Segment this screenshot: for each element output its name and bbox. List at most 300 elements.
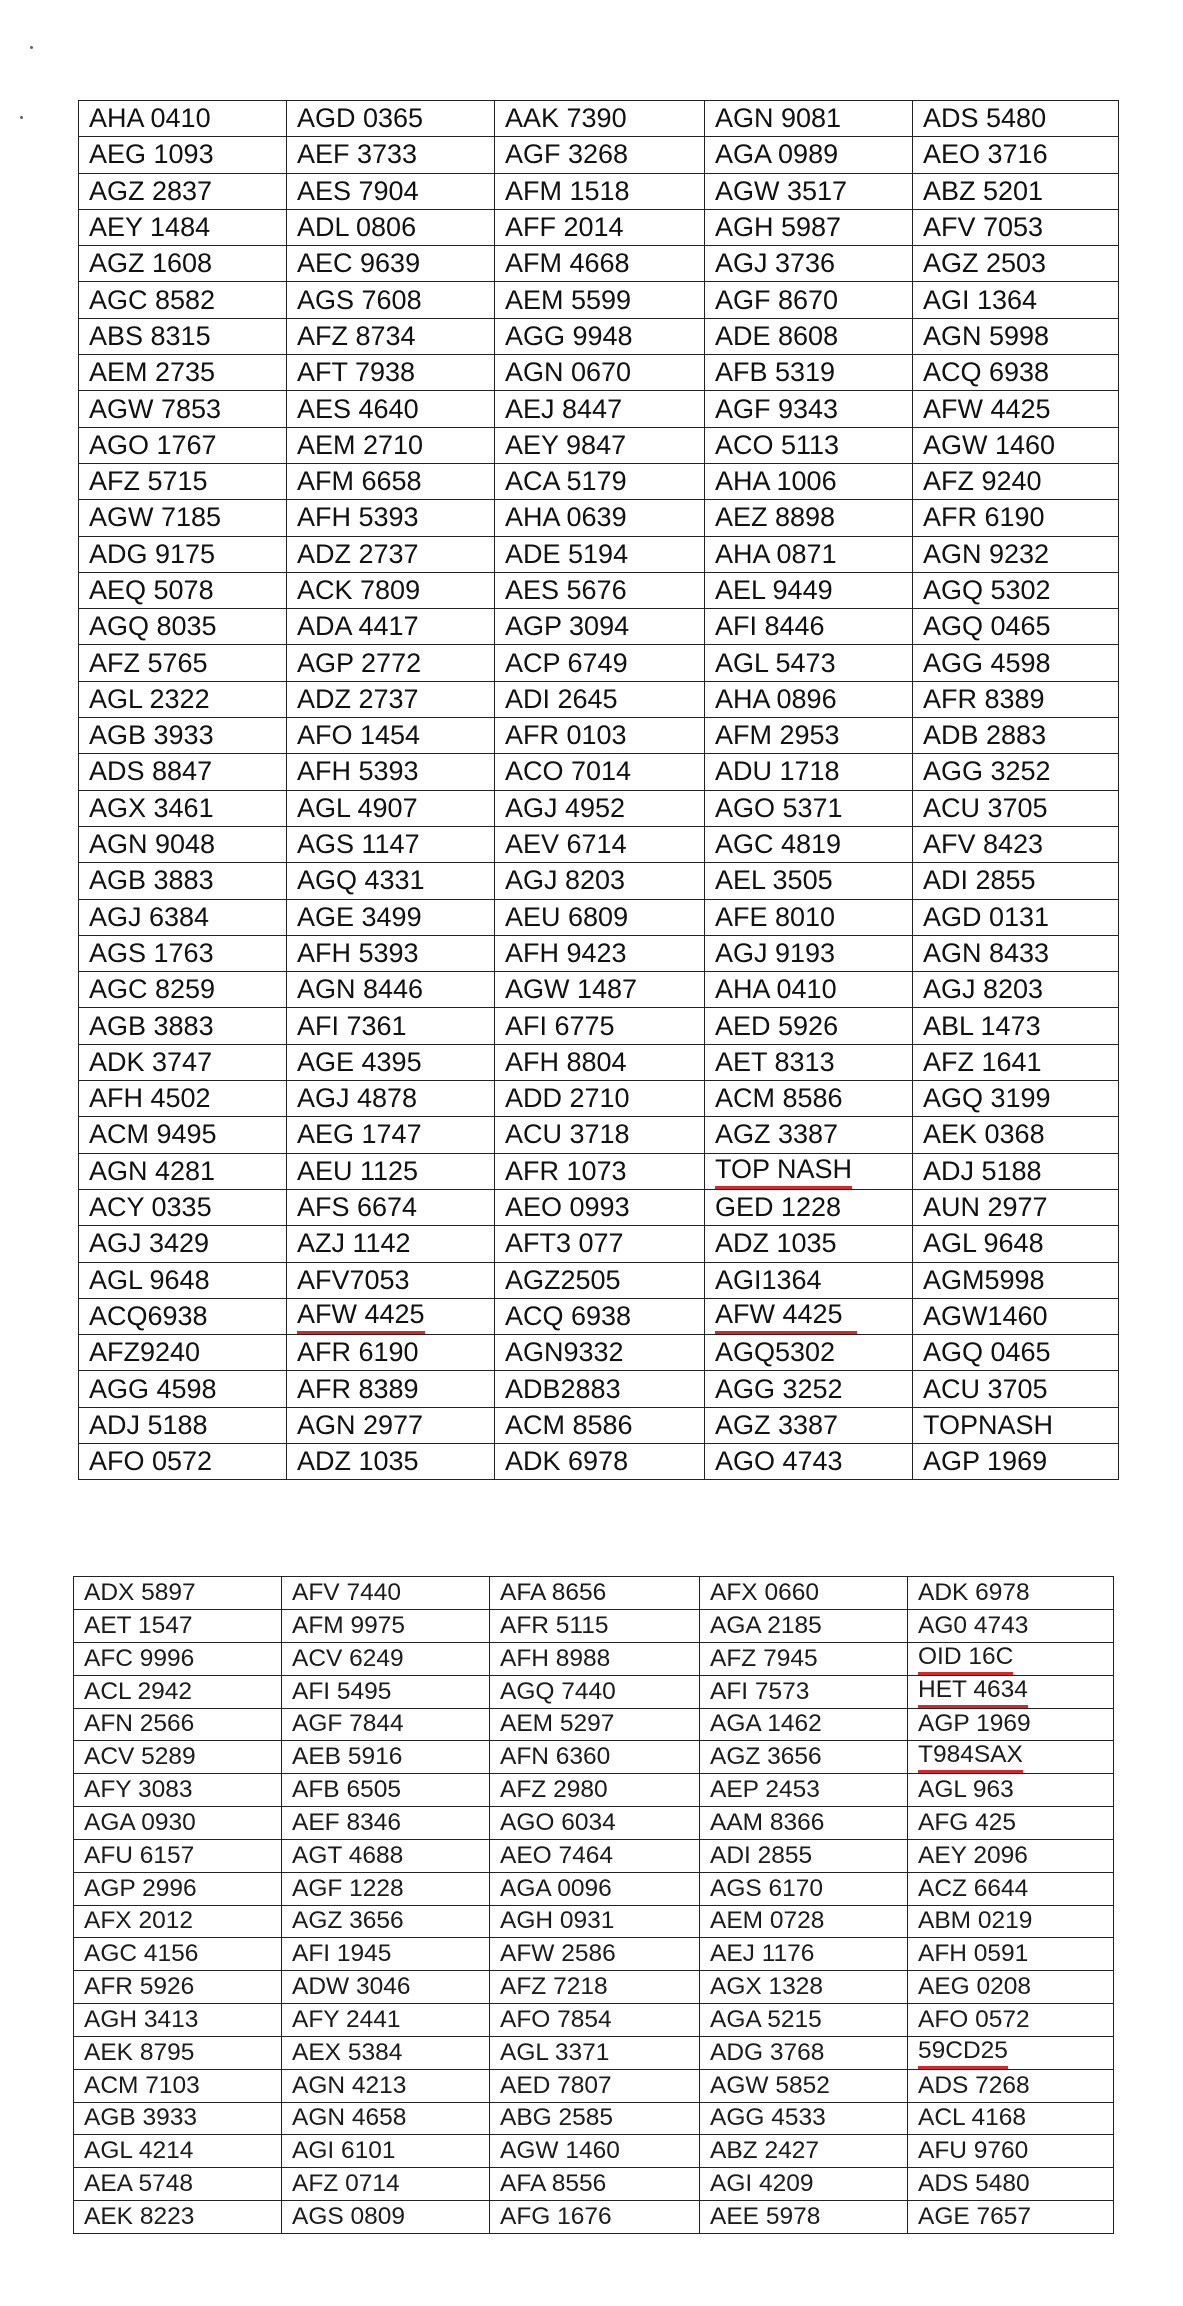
table-cell <box>495 1189 705 1225</box>
plate-number: AEK 8795 <box>84 2038 195 2066</box>
table-cell <box>79 572 287 608</box>
table-cell <box>913 1044 1119 1080</box>
plate-number: AFH 5393 <box>297 756 419 787</box>
table-cell <box>495 1298 705 1334</box>
plate-number: AFV 8423 <box>923 829 1044 860</box>
table-cell <box>287 899 495 935</box>
plate-number: AEJ 8447 <box>505 393 623 424</box>
plate-number: ACO 7014 <box>505 756 632 787</box>
table-cell <box>282 1971 490 2004</box>
table-cell <box>282 1872 490 1905</box>
plate-number: AGW 7853 <box>89 393 222 424</box>
plate-number: AFZ 7945 <box>710 1644 818 1672</box>
table-cell <box>79 500 287 536</box>
plate-number: AFN 2566 <box>84 1710 195 1738</box>
table-cell <box>79 137 287 173</box>
plate-number: AHA 0410 <box>715 974 837 1005</box>
table-cell <box>913 355 1119 391</box>
table-cell <box>79 1189 287 1225</box>
plate-number: AGL 4907 <box>297 792 418 823</box>
table-cell <box>79 1335 287 1371</box>
table-row <box>79 681 1119 717</box>
underlined-plate-number: HET 4634 <box>918 1676 1028 1708</box>
table-cell <box>287 1443 495 1479</box>
table-cell <box>287 1153 495 1189</box>
table-cell <box>700 1675 908 1708</box>
table-cell <box>490 2168 700 2201</box>
plate-number: AGQ 3199 <box>923 1083 1051 1114</box>
plate-number: AHA 0896 <box>715 683 837 714</box>
plate-number: AGN9332 <box>505 1337 624 1368</box>
plate-number: AGX 1328 <box>710 1973 824 2001</box>
table-cell <box>705 972 913 1008</box>
table-cell <box>282 1774 490 1807</box>
plate-number: ADE 5194 <box>505 538 629 569</box>
table-cell <box>908 1642 1114 1675</box>
plate-number: AFX 0660 <box>710 1578 819 1606</box>
plate-number: AGW 1460 <box>923 429 1056 460</box>
table-cell <box>79 536 287 572</box>
plate-number: ADK 6978 <box>918 1578 1030 1606</box>
table-cell <box>495 1335 705 1371</box>
table-cell <box>705 1117 913 1153</box>
table-cell <box>700 2200 908 2233</box>
plate-number: ACV 5289 <box>84 1743 196 1771</box>
table-row <box>79 754 1119 790</box>
plate-number: AGB 3933 <box>84 2104 198 2132</box>
plate-number: ACA 5179 <box>505 466 627 497</box>
plate-number: AGN 5998 <box>923 320 1050 351</box>
plate-number: ABZ 2427 <box>710 2137 819 2165</box>
plate-number: AET 8313 <box>715 1046 835 1077</box>
table-cell <box>287 246 495 282</box>
table-cell <box>79 463 287 499</box>
plate-number: AGP 2996 <box>84 1874 197 1902</box>
plate-number: AGO 1767 <box>89 429 217 460</box>
plate-number: ACK 7809 <box>297 575 421 605</box>
table-cell <box>913 1226 1119 1262</box>
plate-number: AGA 0989 <box>715 139 839 170</box>
table-cell <box>913 137 1119 173</box>
table-cell <box>913 173 1119 209</box>
plate-number: AEK 8223 <box>84 2202 195 2230</box>
plate-number: GED 1228 <box>715 1192 842 1223</box>
table-row <box>74 1577 1114 1610</box>
plate-number: AHA 0639 <box>505 502 627 533</box>
plate-number: AGN 2977 <box>297 1409 424 1440</box>
plate-number: AFH 4502 <box>89 1083 211 1114</box>
table-cell <box>705 1008 913 1044</box>
table-cell <box>913 101 1119 137</box>
plate-number: AGS 1147 <box>297 829 420 860</box>
registration-table-lower <box>73 1576 1114 2234</box>
table-cell <box>79 355 287 391</box>
table-row <box>79 1008 1119 1044</box>
table-cell <box>700 1577 908 1610</box>
plate-number: AFV 7440 <box>292 1578 401 1606</box>
plate-number: AAK 7390 <box>505 103 627 134</box>
table-cell <box>913 1081 1119 1117</box>
table-cell <box>705 391 913 427</box>
table-cell <box>700 2069 908 2102</box>
plate-number: ADG 3768 <box>710 2038 825 2066</box>
table-cell <box>287 1008 495 1044</box>
table-cell <box>79 826 287 862</box>
plate-number: ACP 6749 <box>505 647 628 678</box>
table-row <box>79 355 1119 391</box>
table-cell <box>287 1044 495 1080</box>
table-row <box>79 1044 1119 1080</box>
plate-number: AGJ 4952 <box>505 792 626 823</box>
table-cell <box>705 826 913 862</box>
plate-number: AGJ 3429 <box>89 1228 210 1259</box>
plate-number: AGL 9648 <box>89 1264 210 1295</box>
table-cell <box>908 1905 1114 1938</box>
plate-number: AGJ 4878 <box>297 1083 418 1114</box>
table-cell <box>913 1008 1119 1044</box>
underlined-plate-number: TOP NASH <box>715 1154 852 1189</box>
table-cell <box>495 1371 705 1407</box>
table-cell <box>913 1189 1119 1225</box>
table-cell <box>495 500 705 536</box>
plate-number: AAM 8366 <box>710 1809 825 1837</box>
plate-number: AFB 6505 <box>292 1776 401 1804</box>
plate-number: AFM 4668 <box>505 248 630 279</box>
table-cell <box>908 2168 1114 2201</box>
table-cell <box>287 101 495 137</box>
plate-number: AFR 5115 <box>500 1611 609 1639</box>
plate-number: AGO 4743 <box>715 1446 843 1477</box>
plate-number: AFR 0103 <box>505 720 627 751</box>
table-cell <box>490 2036 700 2069</box>
plate-number: AGW 7185 <box>89 502 222 533</box>
plate-number: ACM 7103 <box>84 2071 200 2099</box>
plate-number: AGI 4209 <box>710 2170 814 2198</box>
table-cell <box>490 2135 700 2168</box>
table-cell <box>705 645 913 681</box>
plate-number: AFI 7573 <box>710 1677 810 1705</box>
plate-number: AEJ 1176 <box>710 1940 815 1968</box>
table-cell <box>705 1189 913 1225</box>
plate-number: AGL 2322 <box>89 683 210 714</box>
plate-number: AGF 1228 <box>292 1874 404 1902</box>
table-row <box>79 1443 1119 1479</box>
table-cell <box>490 1839 700 1872</box>
plate-number: AGN 4213 <box>292 2071 407 2099</box>
plate-number: ADL 0806 <box>297 212 417 243</box>
table-cell <box>287 1262 495 1298</box>
plate-number: AEZ 8898 <box>715 502 836 533</box>
table-cell <box>79 935 287 971</box>
plate-number: ADS 5480 <box>923 103 1047 134</box>
table-cell <box>913 391 1119 427</box>
table-cell <box>705 1044 913 1080</box>
underlined-plate-number: T984SAX <box>918 1741 1023 1773</box>
plate-number: AFZ9240 <box>89 1337 201 1368</box>
plate-number: AFH 8804 <box>505 1046 627 1077</box>
plate-number: AGZ 1608 <box>89 248 213 279</box>
plate-number: AGS 1763 <box>89 937 214 968</box>
table-cell <box>495 1153 705 1189</box>
table-cell <box>913 935 1119 971</box>
plate-number: ADI 2645 <box>505 683 618 714</box>
plate-number: ADB 2883 <box>923 720 1047 751</box>
plate-number: AGF 3268 <box>505 139 629 170</box>
table-cell <box>282 1642 490 1675</box>
table-cell <box>705 427 913 463</box>
plate-number: AGW 5852 <box>710 2071 830 2099</box>
table-cell <box>705 935 913 971</box>
table-row <box>79 972 1119 1008</box>
table-cell <box>495 681 705 717</box>
plate-number: AES 4640 <box>297 393 419 424</box>
plate-number: ACM 9495 <box>89 1119 217 1150</box>
table-cell <box>700 2135 908 2168</box>
table-cell <box>908 2036 1114 2069</box>
table-cell <box>287 1335 495 1371</box>
table-cell <box>913 463 1119 499</box>
plate-number: AED 7807 <box>500 2071 612 2099</box>
table-cell <box>282 1741 490 1774</box>
table-cell <box>908 1839 1114 1872</box>
plate-number: ADU 1718 <box>715 756 840 787</box>
plate-number: AFZ 1641 <box>923 1046 1042 1077</box>
table-row <box>79 318 1119 354</box>
plate-number: AGL 963 <box>918 1776 1014 1804</box>
table-cell <box>495 754 705 790</box>
plate-number: AGA 1462 <box>710 1710 822 1738</box>
plate-number: ADZ 1035 <box>297 1446 419 1477</box>
table-cell <box>495 826 705 862</box>
plate-number: AGZ2505 <box>505 1264 621 1295</box>
table-cell <box>282 1905 490 1938</box>
underlined-plate-number: AFW 4425 <box>297 1299 425 1334</box>
table-cell <box>74 1774 282 1807</box>
plate-number: AGS 7608 <box>297 284 422 315</box>
table-cell <box>282 1708 490 1741</box>
table-row <box>79 282 1119 318</box>
table-cell <box>74 1675 282 1708</box>
plate-number: AGQ 8035 <box>89 611 217 642</box>
plate-number: AGH 5987 <box>715 212 842 243</box>
plate-number: AEV 6714 <box>505 829 627 860</box>
table-cell <box>490 1905 700 1938</box>
plate-number: AES 7904 <box>297 175 419 206</box>
table-cell <box>287 463 495 499</box>
table-cell <box>495 572 705 608</box>
table-cell <box>908 1577 1114 1610</box>
table-cell <box>282 1938 490 1971</box>
table-cell <box>705 101 913 137</box>
table-cell <box>79 863 287 899</box>
scan-speck <box>30 46 33 49</box>
plate-number: AGB 3933 <box>89 720 214 751</box>
table-cell <box>700 1741 908 1774</box>
plate-number: AFY 3083 <box>84 1776 193 1804</box>
plate-number: ACQ6938 <box>89 1300 208 1331</box>
plate-number: ABS 8315 <box>89 320 211 351</box>
table-cell <box>495 536 705 572</box>
table-cell <box>490 1741 700 1774</box>
table-cell <box>282 2003 490 2036</box>
table-cell <box>908 1708 1114 1741</box>
table-cell <box>287 1081 495 1117</box>
table-cell <box>495 355 705 391</box>
plate-number: AFZ 5715 <box>89 466 208 497</box>
table-cell <box>495 282 705 318</box>
plate-number: AFG 1676 <box>500 2202 612 2230</box>
table-cell <box>495 645 705 681</box>
plate-number: AGP 1969 <box>923 1446 1048 1477</box>
table-cell <box>79 1153 287 1189</box>
plate-number: AFS 6674 <box>297 1192 418 1223</box>
table-cell <box>74 1577 282 1610</box>
plate-number: ADZ 2737 <box>297 683 419 714</box>
plate-number: AFH 9423 <box>505 937 627 968</box>
plate-number: ABL 1473 <box>923 1010 1041 1041</box>
table-cell <box>79 681 287 717</box>
underlined-plate-number: 59CD25 <box>918 2037 1008 2069</box>
plate-number: AGE 3499 <box>297 901 422 932</box>
table-cell <box>705 863 913 899</box>
table-row <box>79 935 1119 971</box>
plate-number: AEM 5599 <box>505 284 632 315</box>
table-cell <box>79 718 287 754</box>
table-cell <box>700 1774 908 1807</box>
table-cell <box>287 645 495 681</box>
table-cell <box>495 427 705 463</box>
table-row <box>74 1872 1114 1905</box>
table-cell <box>287 718 495 754</box>
table-cell <box>287 500 495 536</box>
table-cell <box>908 2003 1114 2036</box>
table-row <box>79 1262 1119 1298</box>
table-cell <box>495 391 705 427</box>
table-cell <box>490 1938 700 1971</box>
plate-number: AEM 0728 <box>710 1907 825 1935</box>
table-cell <box>705 318 913 354</box>
plate-number: AFM 6658 <box>297 466 422 497</box>
table-cell <box>74 1905 282 1938</box>
table-cell <box>495 899 705 935</box>
table-cell <box>913 1298 1119 1334</box>
table-cell <box>908 1609 1114 1642</box>
plate-number: AFZ 8734 <box>297 320 416 351</box>
table-cell <box>282 2036 490 2069</box>
table-cell <box>913 1153 1119 1189</box>
plate-number: AGZ 3387 <box>715 1119 839 1150</box>
table-cell <box>908 2069 1114 2102</box>
table-row <box>79 536 1119 572</box>
plate-number: ACO 5113 <box>715 429 840 460</box>
table-cell <box>74 1708 282 1741</box>
table-cell <box>287 1371 495 1407</box>
table-row <box>79 609 1119 645</box>
plate-number: AFM 1518 <box>505 175 630 206</box>
table-cell <box>913 1371 1119 1407</box>
plate-number: AHA 0410 <box>89 103 211 134</box>
plate-number: AGS 0809 <box>292 2202 406 2230</box>
table-cell <box>282 2135 490 2168</box>
plate-number: ADS 5480 <box>918 2170 1030 2198</box>
table-cell <box>913 1117 1119 1153</box>
plate-number: AFF 2014 <box>505 212 624 243</box>
table-cell <box>490 1609 700 1642</box>
table-row <box>74 2069 1114 2102</box>
plate-number: AGP 1969 <box>918 1710 1031 1738</box>
plate-number: AFB 5319 <box>715 357 836 388</box>
plate-number: AGN 4281 <box>89 1155 216 1186</box>
table-row <box>79 718 1119 754</box>
plate-number: AGQ 5302 <box>923 575 1051 605</box>
table-cell <box>495 972 705 1008</box>
table-cell <box>282 1839 490 1872</box>
plate-number: AG0 4743 <box>918 1611 1029 1639</box>
table-cell <box>705 463 913 499</box>
table-cell <box>287 173 495 209</box>
plate-number: AFH 5393 <box>297 502 419 533</box>
table-cell <box>74 2168 282 2201</box>
table-cell <box>495 1044 705 1080</box>
table-cell <box>495 1443 705 1479</box>
table-row <box>74 1938 1114 1971</box>
table-cell <box>79 1262 287 1298</box>
plate-number: AGQ 0465 <box>923 1337 1051 1368</box>
table-cell <box>74 1741 282 1774</box>
table-row <box>74 2135 1114 2168</box>
plate-number: ACU 3718 <box>505 1119 630 1150</box>
table-cell <box>705 790 913 826</box>
plate-number: AFM 2953 <box>715 720 840 751</box>
table-cell <box>700 1872 908 1905</box>
table-cell <box>495 718 705 754</box>
table-cell <box>913 645 1119 681</box>
table-cell <box>705 282 913 318</box>
plate-number: AGN 0670 <box>505 357 632 388</box>
plate-number: AFT 7938 <box>297 357 416 388</box>
plate-number: ACU 3705 <box>923 1373 1048 1404</box>
plate-number: AFR 6190 <box>297 1337 419 1368</box>
table-cell <box>495 1407 705 1443</box>
plate-number: AEF 8346 <box>292 1809 401 1837</box>
table-cell <box>913 972 1119 1008</box>
table-cell <box>495 1008 705 1044</box>
table-row <box>79 427 1119 463</box>
plate-number: AEM 5297 <box>500 1710 615 1738</box>
plate-number: AGZ 2837 <box>89 175 213 206</box>
table-cell <box>287 863 495 899</box>
table-cell <box>913 1335 1119 1371</box>
table-cell <box>79 754 287 790</box>
plate-number: AZJ 1142 <box>297 1228 411 1259</box>
table-cell <box>705 246 913 282</box>
table-cell <box>287 935 495 971</box>
plate-number: AGG 9948 <box>505 320 633 351</box>
registration-table-upper <box>78 100 1119 1480</box>
table-cell <box>287 355 495 391</box>
plate-number: AGX 3461 <box>89 792 214 823</box>
table-cell <box>908 1971 1114 2004</box>
plate-number: ADB2883 <box>505 1373 621 1404</box>
plate-number: ABG 2585 <box>500 2104 614 2132</box>
table-cell <box>705 1298 913 1334</box>
table-cell <box>705 500 913 536</box>
table-cell <box>79 1044 287 1080</box>
plate-number: AGW1460 <box>923 1300 1048 1331</box>
table-cell <box>287 790 495 826</box>
table-cell <box>700 1642 908 1675</box>
plate-number: AFO 7854 <box>500 2005 612 2033</box>
